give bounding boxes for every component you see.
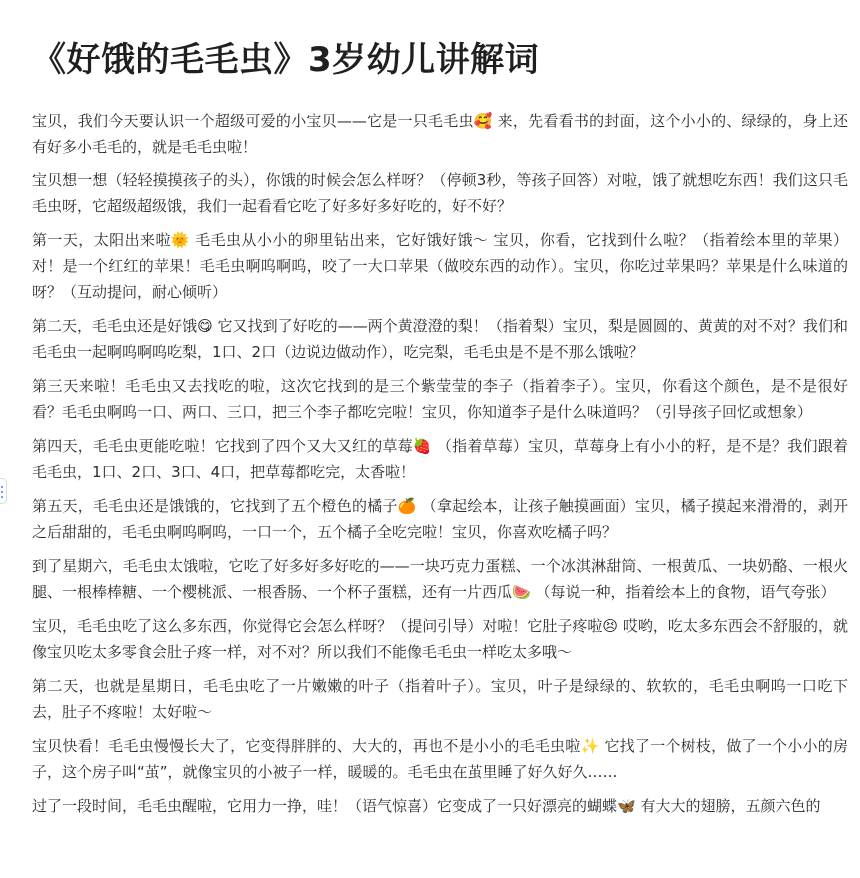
paragraph-butterfly: 过了一段时间，毛毛虫醒啦，它用力一挣，哇！（语气惊喜）它变成了一只好漂亮的蝴蝶🦋 有大大的翅膀，五颜六色的 — [32, 797, 821, 815]
paragraph-day-four: 第四天，毛毛虫更能吃啦！它找到了四个又大又红的草莓🍓 （指着草莓）宝贝，草莓身上有小小的籽，是不是？我们跟着毛毛虫，1口、2口、3口、4口，把草莓都吃完，太香啦！ — [32, 437, 848, 481]
paragraph-sunday: 第二天，也就是星期日，毛毛虫吃了一片嫩嫩的叶子（指着叶子）。宝贝，叶子是绿绿的、软软的，毛毛虫啊呜一口吃下去，肚子不疼啦！太好啦～ — [32, 677, 848, 721]
paragraph-day-three: 第三天来啦！毛毛虫又去找吃的啦，这次它找到的是三个紫莹莹的李子（指着李子）。宝贝，你看这个颜色，是不是很好看？毛毛虫啊呜一口、两口、三口，把三个李子都吃完啦！宝贝，你知道李子是什么味道吗？（引导孩子回忆或想象） — [32, 377, 848, 421]
paragraph-saturday: 到了星期六，毛毛虫太饿啦，它吃了好多好多好吃的——一块巧克力蛋糕、一个冰淇淋甜筒、一根黄瓜、一块奶酪、一根火腿、一根棒棒糖、一个樱桃派、一根香肠、一个杯子蛋糕，还有一片西瓜🍉 （每说一种，指着绘本上的食物，语气夸张） — [32, 557, 848, 601]
side-drag-handle-icon[interactable] — [0, 478, 7, 504]
handle-dot — [1, 491, 3, 493]
handle-dot — [1, 496, 3, 498]
paragraph-intro: 宝贝，我们今天要认识一个超级可爱的小宝贝——它是一只毛毛虫🥰 来，先看看书的封面，这个小小的、绿绿的，身上还有好多小毛毛的，就是毛毛虫啦！ — [32, 112, 848, 156]
paragraph-day-one: 第一天，太阳出来啦🌞 毛毛虫从小小的卵里钻出来，它好饿好饿～ 宝贝，你看，它找到什么啦？（指着绘本里的苹果）对！是一个红红的苹果！毛毛虫啊呜啊呜，咬了一大口苹果（做咬东西的动作）。宝贝，你吃过苹果吗？苹果是什么味道的呀？（互动提问，耐心倾听） — [32, 231, 848, 301]
paragraph-hungry-question: 宝贝想一想（轻轻摸摸孩子的头），你饿的时候会怎么样呀？（停顿3秒，等孩子回答）对啦，饿了就想吃东西！我们这只毛毛虫呀，它超级超级饿，我们一起看看它吃了好多好多好吃的，好不好？ — [32, 171, 848, 215]
document-body — [32, 108, 848, 827]
paragraph-day-two: 第二天，毛毛虫还是好饿😋 它又找到了好吃的——两个黄澄澄的梨！（指着梨）宝贝，梨是圆圆的、黄黄的对不对？我们和毛毛虫一起啊呜啊呜吃梨，1口、2口（边说边做动作），吃完梨，毛毛虫是不是不那么饿啦？ — [32, 317, 848, 361]
paragraph-stomachache: 宝贝，毛毛虫吃了这么多东西，你觉得它会怎么样呀？（提问引导）对啦！它肚子疼啦😣 哎哟，吃太多东西会不舒服的，就像宝贝吃太多零食会肚子疼一样，对不对？所以我们不能像毛毛虫一样吃太多哦～ — [32, 617, 848, 661]
paragraph-day-five: 第五天，毛毛虫还是饿饿的，它找到了五个橙色的橘子🍊 （拿起绘本，让孩子触摸画面）宝贝，橘子摸起来滑滑的，剥开之后甜甜的，毛毛虫啊呜啊呜，一口一个，五个橘子全吃完啦！宝贝，你喜欢吃橘子吗？ — [32, 497, 848, 541]
paragraph-cocoon: 宝贝快看！毛毛虫慢慢长大了，它变得胖胖的、大大的，再也不是小小的毛毛虫啦✨ 它找了一个树枝，做了一个小小的房子，这个房子叫“茧”，就像宝贝的小被子一样，暖暖的。毛毛虫在茧里睡了好久好久…… — [32, 737, 848, 781]
document-title: 《好饿的毛毛虫》3岁幼儿讲解词 — [32, 40, 540, 80]
handle-dot — [1, 486, 3, 488]
